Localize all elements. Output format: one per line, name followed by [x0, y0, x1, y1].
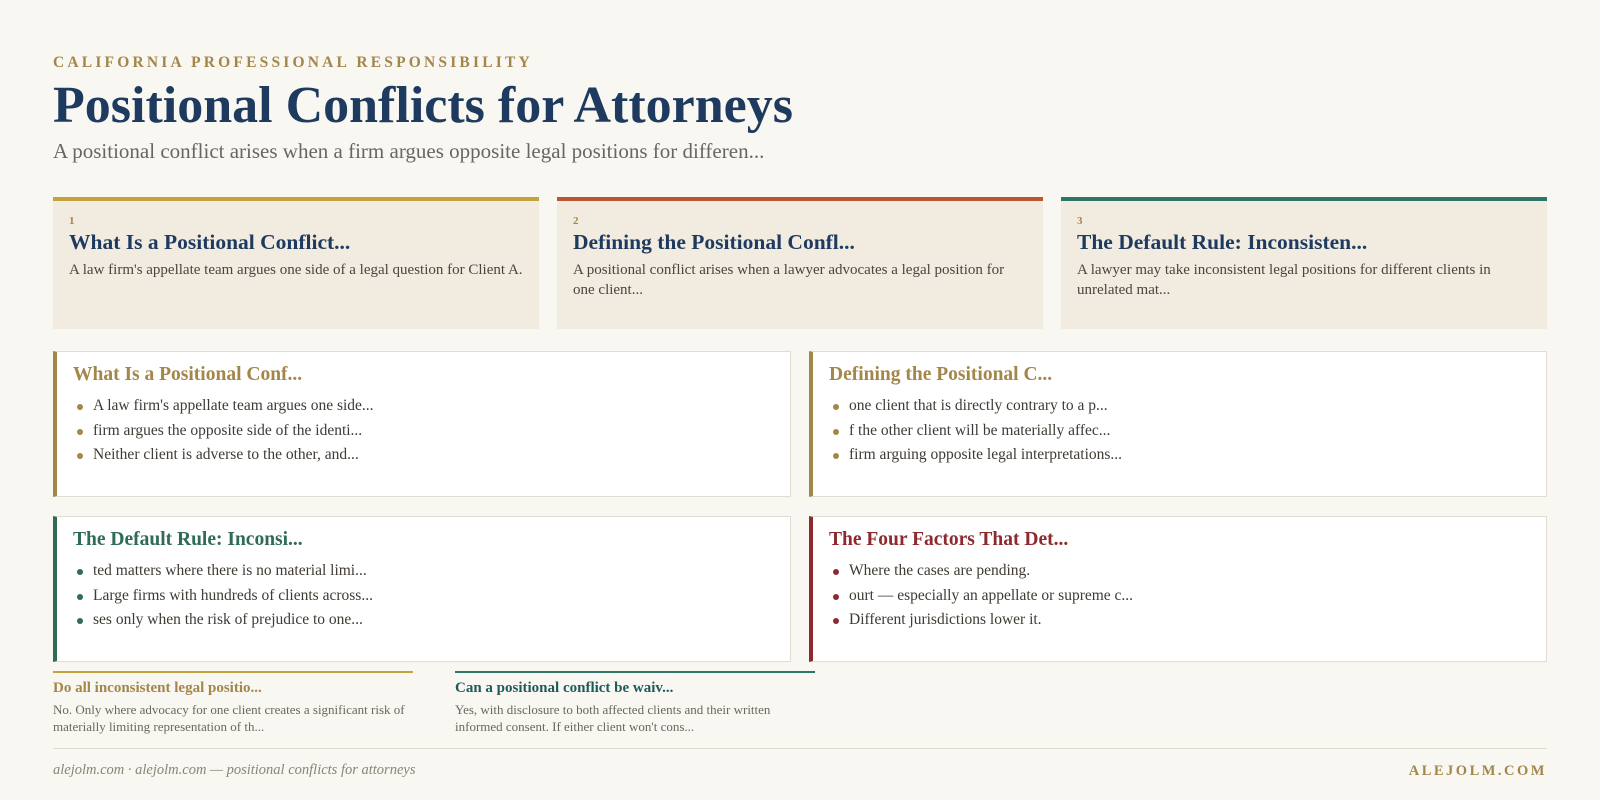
- list-item: ses only when the risk of prejudice to one...: [73, 608, 774, 633]
- panel-row-1: [53, 351, 1547, 497]
- list-item: ted matters where there is no material limi...: [73, 559, 774, 584]
- list-item: f the other client will be materially affec...: [829, 419, 1530, 444]
- step-card-3: [1061, 197, 1547, 329]
- list-item: Large firms with hundreds of clients across...: [73, 584, 774, 609]
- panel-four-factors: [809, 516, 1547, 662]
- list-item: one client that is directly contrary to a p...: [829, 394, 1530, 419]
- panel-row-2: [53, 516, 1547, 662]
- footer-divider: [53, 748, 1547, 749]
- faq-question: Can a positional conflict be waiv...: [455, 680, 674, 696]
- faq-answer: Yes, with disclosure to both affected clients and their written informed consent. If either client won't cons...: [455, 702, 771, 734]
- panel-title: Defining the Positional C...: [829, 364, 1053, 385]
- step-number: 2: [573, 215, 579, 227]
- step-number: 1: [69, 215, 75, 227]
- step-title: What Is a Positional Conflict...: [69, 230, 351, 254]
- panel-title: The Four Factors That Det...: [829, 529, 1069, 550]
- list-item: firm arguing opposite legal interpretations...: [829, 443, 1530, 468]
- list-item: A law firm's appellate team argues one side...: [73, 394, 774, 419]
- list-item: Neither client is adverse to the other, and...: [73, 443, 774, 468]
- panel-default-rule: [53, 516, 791, 662]
- panel-title: The Default Rule: Inconsi...: [73, 529, 303, 550]
- faq-section: [53, 671, 815, 735]
- page-subtitle: A positional conflict arises when a firm argues opposite legal positions for differen...: [53, 139, 765, 163]
- list-item: Different jurisdictions lower it.: [829, 608, 1530, 633]
- step-body: A law firm's appellate team argues one side of a legal question for Client A.: [69, 262, 523, 278]
- list-item: Where the cases are pending.: [829, 559, 1530, 584]
- page-title: Positional Conflicts for Attorneys: [53, 77, 793, 134]
- faq-question: Do all inconsistent legal positio...: [53, 680, 262, 696]
- step-cards: [53, 197, 1547, 329]
- bullet-list: [73, 559, 774, 633]
- bullet-list: [73, 394, 774, 468]
- panel-what-is: [53, 351, 791, 497]
- list-item: ourt — especially an appellate or supreme c...: [829, 584, 1530, 609]
- step-title: Defining the Positional Confl...: [573, 230, 855, 254]
- footer-credit: alejolm.com · alejolm.com — positional conflicts for attorneys: [53, 762, 416, 778]
- step-card-2: [557, 197, 1043, 329]
- list-item: firm argues the opposite side of the identi...: [73, 419, 774, 444]
- bullet-list: [829, 559, 1530, 633]
- faq-item: [455, 671, 815, 735]
- step-card-1: [53, 197, 539, 329]
- faq-item: [53, 671, 413, 735]
- step-body: A lawyer may take inconsistent legal positions for different clients in unrelated mat...: [1077, 262, 1491, 298]
- step-body: A positional conflict arises when a lawyer advocates a legal position for one client...: [573, 262, 1005, 298]
- panel-defining: [809, 351, 1547, 497]
- step-title: The Default Rule: Inconsisten...: [1077, 230, 1368, 254]
- faq-answer: No. Only where advocacy for one client creates a significant risk of materially limiting representation of th...: [53, 702, 405, 734]
- bullet-list: [829, 394, 1530, 468]
- panel-title: What Is a Positional Conf...: [73, 364, 303, 385]
- footer-brand-link[interactable]: ALEJOLM.COM: [1408, 763, 1547, 779]
- eyebrow-label: CALIFORNIA PROFESSIONAL RESPONSIBILITY: [53, 54, 533, 71]
- step-number: 3: [1077, 215, 1083, 227]
